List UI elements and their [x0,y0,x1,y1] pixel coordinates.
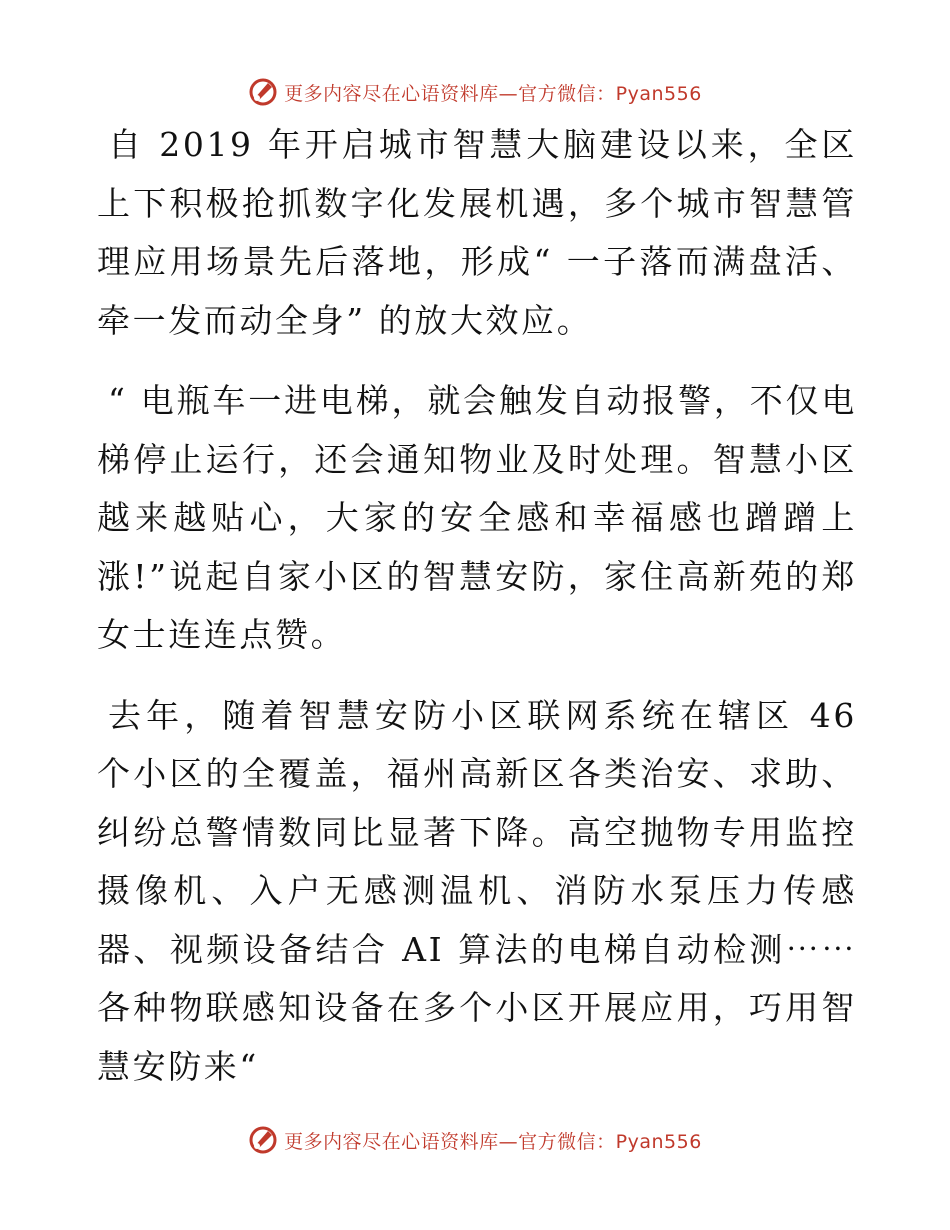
document-body [97,116,857,1118]
page-footer-watermark [0,1120,950,1160]
feather-pen-logo-icon [248,1125,278,1155]
header-watermark-text: 更多内容尽在心语资料库—官方微信：Pyan556 [284,82,702,105]
paragraph-1: 自 2019 年开启城市智慧大脑建设以来，全区上下积极抢抓数字化发展机遇，多个城市智慧管理应用场景先后落地，形成“ 一子落而满盘活、牵一发而动全身” 的放大效应。 [97,125,857,340]
footer-watermark-text: 更多内容尽在心语资料库—官方微信：Pyan556 [284,1130,702,1153]
paragraph-2: “ 电瓶车一进电梯，就会触发自动报警，不仅电梯停止运行，还会通知物业及时处理。智慧小区越来越贴心，大家的安全感和幸福感也蹭蹭上涨!”说起自家小区的智慧安防，家住高新苑的郑女士连连点赞。 [97,381,857,654]
paragraph-3: 去年，随着智慧安防小区联网系统在辖区 46 个小区的全覆盖，福州高新区各类治安、求助、纠纷总警情数同比显著下降。高空抛物专用监控摄像机、入户无感测温机、消防水泵压力传感器、视频设备结合 AI 算法的电梯自动检测⋯⋯各种物联感知设备在多个小区开展应用，巧用智慧安防来“ [97,695,857,1086]
page-header-watermark [0,72,950,112]
feather-pen-logo-icon [248,77,278,107]
